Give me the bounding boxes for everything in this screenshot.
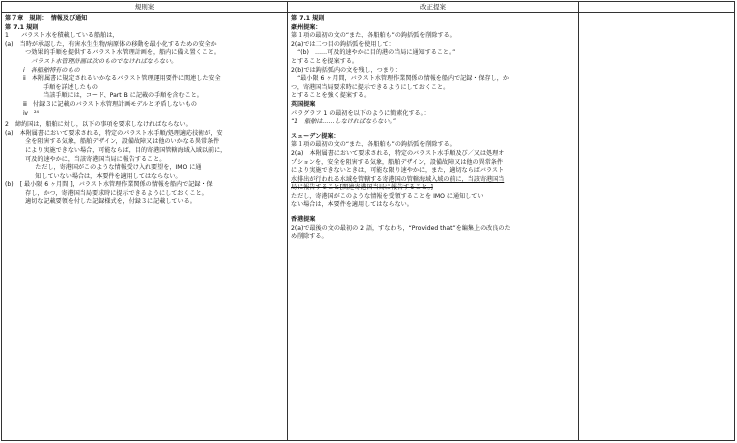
draft-text-line: ただし，寄港国がこのような情報受け入れ要望を，IMO に通 <box>17 164 202 172</box>
draft-text-line: パラスト水管理計画は次のものでなければならない。 <box>19 57 178 65</box>
proposal-text-line: 局に報告すること[関連寄港国当局に報告すること。] <box>291 184 433 192</box>
draft-text-line: 1 バラスト水を積載している船舶は， <box>5 32 119 40</box>
header-draft-rules: 規則案 <box>134 3 155 11</box>
proposal-text-line: スェーデン提案： <box>291 132 340 140</box>
proposal-text-line: とすることを提案する。 <box>291 57 359 65</box>
draft-text-line: 2 締約国は，船舶に対し，以下の事項を要求しなければならない。 <box>5 121 192 129</box>
draft-text-line: ⅰ 各船舶特有のもの <box>23 66 80 74</box>
proposal-text-line: め削除する。 <box>291 233 328 241</box>
draft-text-line: 可及的速やかに，当該寄港国当局に報告すること。 <box>13 155 166 163</box>
draft-text-line: 存し，かつ，寄港国当局要求時に提示できるようにしておくこと。 <box>13 189 208 197</box>
draft-text-line: (a) 本附属書において要求される，特定のパラスト水手順/処理適応技術が，安 <box>5 129 223 137</box>
draft-rules-column <box>5 15 285 207</box>
proposal-text-line: 第１項の最初の文の“また、各船舶も”の鉤括弧を削除する。 <box>291 32 456 40</box>
proposal-text-line: 香港提案 <box>291 216 316 224</box>
proposal-text-line: “(b) ……可及的速やかに目的港の当局に通知すること。” <box>291 49 456 57</box>
proposal-text-line: により実施できないときは，可能な限り速やかに，また，適切ならばバラスト <box>291 167 505 175</box>
proposal-text-line: 第 7.1 規則 <box>291 15 325 22</box>
proposal-text-line: パラグラフ 1 の最初を以下のように簡素化する。： <box>291 109 430 117</box>
draft-text-line: (b) [ 最小限 6 ヶ月間 ]，バラスト水管理作業関係の情報を船内で記録・保 <box>5 181 213 189</box>
header-proposals: 改正提案 <box>420 3 446 11</box>
draft-text-line: 当該手順には，コード、Part B に記載の手順を含むこと。 <box>31 92 203 100</box>
draft-text-line: 第 7.1 規則 <box>5 23 39 31</box>
draft-text-line: (a) 当時が承認した，有害水生生物/病原体の移動を最小化するための安全か <box>5 40 217 48</box>
proposal-text-line: 2(a)では二つ目の鉤括弧を使用して： <box>291 40 395 48</box>
proposal-text-line: “1 船舶は……しなければならない。” <box>291 118 396 126</box>
proposal-text-line: 豪州提案： <box>291 23 322 31</box>
draft-text-line: 第７章 規則： 情報及び通知 <box>5 15 88 22</box>
header-divider <box>2 12 734 13</box>
proposals-column <box>291 15 576 242</box>
draft-text-line: 手順を詳述したもの <box>31 83 99 91</box>
draft-text-line: ⅲ 付録３に記載のバラスト水管理計画モデルと矛盾しないもの <box>23 100 198 108</box>
draft-text-line: ⅱ 本附属書に規定されるいかなるバラスト管理運用要件に関連した安全 <box>23 75 221 83</box>
proposal-text-line: 2(b)では鉤括弧内の文を残し，つまり： <box>291 66 401 74</box>
proposal-text-line: つ，寄港国当局要求時に提示できるようにしておくこと。 <box>291 83 450 91</box>
draft-text-line: 適切な記載要領を付した記録様式を，付録３に記載している。 <box>13 198 196 206</box>
proposal-text-line: ただし，寄港国がこのような情報を受領することを IMO に通知してい <box>291 192 484 200</box>
draft-text-line: 全を阻害する気象，船舶デザイン，設備故障又は他のいかなる異常条件 <box>13 138 220 146</box>
column-divider <box>578 2 579 440</box>
proposal-text-line: 水排出が行われる水域を管轄する寄港国の管轄海域入域の前に，当該寄港国当 <box>291 175 505 183</box>
proposal-text-line: ない場合は，本要件を適用してはならない。 <box>291 201 413 209</box>
draft-text-line: つ効果的手順を提供するバラスト水管理計画を，船内に備え置くこと。 <box>13 49 221 57</box>
proposal-text-line: 英国提案 <box>291 100 316 108</box>
comparison-table <box>1 1 735 441</box>
column-divider <box>287 2 288 440</box>
draft-text-line: 知していない場合は，本要件を適用してはならない。 <box>17 172 182 180</box>
proposal-text-line: プションを，安全を阻害する気象，船舶デザイン，設備故障又は他の異常条件 <box>291 158 503 166</box>
proposal-text-line: “最小限 6 ヶ月間，バラスト水管理作業関係の情報を船内で記録・保存し，か <box>291 75 509 83</box>
draft-text-line: ⅳ ²⁴ <box>23 109 39 117</box>
proposal-text-line: 2(a)で最後の文の最初の 2 語，すなわち，“Provided that”を編集上の改良のた <box>291 224 511 232</box>
proposal-text-line: とすることを強く提案する。 <box>291 92 371 100</box>
draft-text-line: により実施できない場合，可能ならば，目的寄港国管轄海域入域以前に， <box>13 146 227 154</box>
proposal-text-line: 2(a) 本附属書において要求される，特定のバラスト水手順及び／又は処理オ <box>291 149 505 157</box>
proposal-text-line: 第１項の最初の文の“また、各船舶も”の鉤括弧を削除する。 <box>291 141 456 149</box>
